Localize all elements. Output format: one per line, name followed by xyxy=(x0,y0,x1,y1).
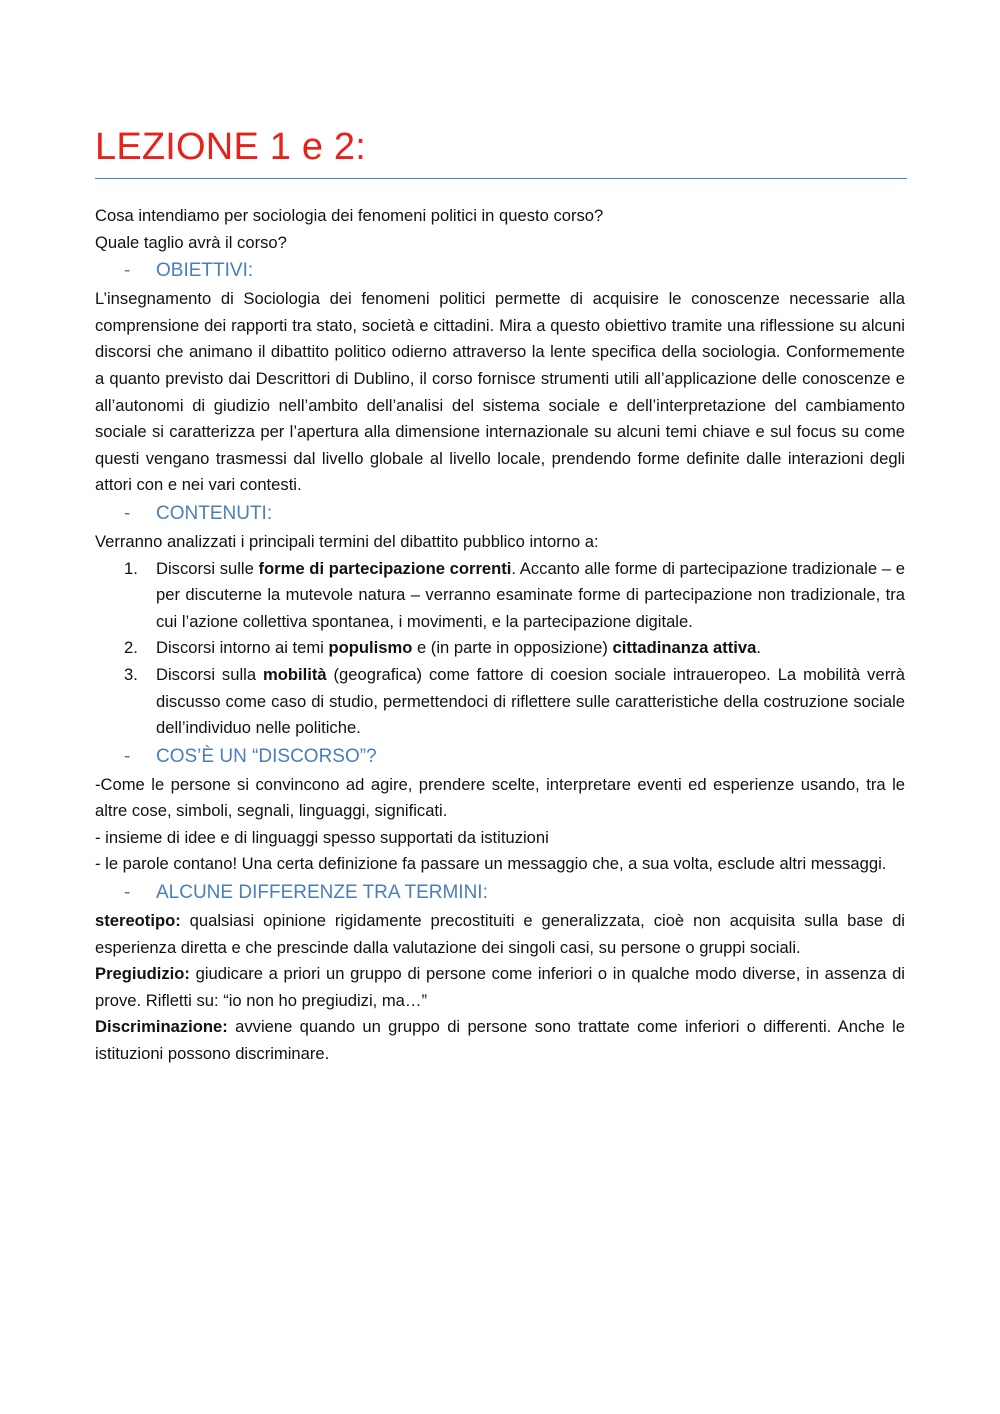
term-pregiudizio: Pregiudizio: xyxy=(95,964,190,984)
heading-dash: - xyxy=(124,745,131,767)
term-discriminazione: Discriminazione: xyxy=(95,1017,228,1037)
heading-discorso xyxy=(95,742,905,772)
heading-dash: - xyxy=(124,882,131,904)
list-item-bold: populismo xyxy=(328,638,413,658)
contenuti-list xyxy=(95,556,905,742)
list-item-text: Discorsi intorno ai temi xyxy=(156,638,329,658)
list-number: 3. xyxy=(124,664,138,684)
list-number: 2. xyxy=(124,638,138,658)
heading-dash: - xyxy=(124,502,131,524)
heading-differenze-text: ALCUNE DIFFERENZE TRA TERMINI: xyxy=(156,882,488,904)
contenuti-lead: Verranno analizzati i principali termini del dibattito pubblico intorno a: xyxy=(95,531,599,551)
list-item-text: . Accanto alle forme di partecipazione tradizionale – e per discuterne la mutevole natura – verranno esaminate forme di partecipazione non tradizionale, tra cui l’azione collettiva spontanea, i movimenti, e la partecipazione digitale. xyxy=(156,558,905,631)
obiettivi-paragraph: L’insegnamento di Sociologia dei fenomeni politici permette di acquisire le conoscenze necessarie alla comprensione dei rapporti tra stato, società e cittadini. Mira a questo obiettivo tramite una riflessione su alcuni discorsi che animano il dibattito politico odierno attraverso la lente specifica della sociologia. Conformemente a quanto previsto dai Descrittori di Dublino, il corso fornisce strumenti utili all’applicazione delle conoscenze e all’autonomi di giudizio nell’ambito dell’analisi del sistema sociale e dell’interpretazione del cambiamento sociale si caratterizza per l’apertura alla dimensione internazionale su alcuni temi chiave e sul focus su come questi vengano trasmessi dal livello globale al livello locale, prendendo forme definite dalle interazioni degli attori con e nei vari contesti. xyxy=(95,289,905,495)
def-discriminazione: avviene quando un gruppo di persone sono trattate come inferiori o differenti. Anche le istituzioni possono discriminare. xyxy=(95,1017,905,1064)
list-item xyxy=(95,635,905,662)
intro xyxy=(95,203,905,256)
intro-question-1: Cosa intendiamo per sociologia dei fenomeni politici in questo corso? xyxy=(95,206,604,225)
heading-contenuti xyxy=(95,499,905,529)
list-item xyxy=(95,662,905,742)
list-item-text: Discorsi sulle xyxy=(156,558,259,578)
definition-pregiudizio xyxy=(95,961,905,1014)
heading-dash: - xyxy=(124,260,131,282)
heading-obiettivi-text: OBIETTIVI: xyxy=(156,260,254,282)
definition-stereotipo xyxy=(95,908,905,961)
list-item-bold: forme di partecipazione correnti xyxy=(258,558,512,578)
discorso-point-3: - le parole contano! Una certa definizione fa passare un messaggio che, a sua volta, esclude altri messaggi. xyxy=(95,854,887,874)
intro-question-2: Quale taglio avrà il corso? xyxy=(95,232,287,252)
heading-contenuti-text: CONTENUTI: xyxy=(156,502,273,524)
document-page xyxy=(95,118,905,1068)
title-underline xyxy=(95,178,907,179)
term-stereotipo: stereotipo: xyxy=(95,911,181,931)
list-item-text: . xyxy=(756,638,761,658)
heading-discorso-text: COS’È UN “DISCORSO”? xyxy=(156,745,377,767)
discorso-point-2: - insieme di idee e di linguaggi spesso supportati da istituzioni xyxy=(95,827,549,847)
def-stereotipo: qualsiasi opinione rigidamente precostituiti e generalizzata, cioè non acquisita sulla base di esperienza diretta e che prescinde dalla valutazione dei singoli casi, su persone o gruppi sociali. xyxy=(95,911,905,957)
list-item-text: e (in parte in opposizione) xyxy=(412,638,613,658)
list-item-text: Discorsi sulla xyxy=(156,664,263,684)
def-pregiudizio: giudicare a priori un gruppo di persone come inferiori o in qualche modo diverse, in assenza di prove. Rifletti su: “io non ho pregiudizi, ma…” xyxy=(95,964,905,1010)
page-title: LEZIONE 1 e 2: xyxy=(95,126,367,168)
list-item-text: (geografica) come fattore di coesion sociale intraueropeo. La mobilità verrà discusso come caso di studio, permettendoci di riflettere sulle caratteristiche della costruzione sociale dell’individuo nelle politiche. xyxy=(156,664,905,738)
heading-obiettivi xyxy=(95,256,905,286)
list-item xyxy=(95,556,905,636)
definition-discriminazione xyxy=(95,1014,905,1067)
heading-differenze xyxy=(95,878,905,908)
list-item-bold: mobilità xyxy=(262,664,327,684)
list-number: 1. xyxy=(124,558,138,578)
discorso-point-1: -Come le persone si convincono ad agire, prendere scelte, interpretare eventi ed esperienze usando, tra le altre cose, simboli, segnali, linguaggi, significati. xyxy=(95,774,905,821)
list-item-bold: cittadinanza attiva xyxy=(612,638,757,658)
